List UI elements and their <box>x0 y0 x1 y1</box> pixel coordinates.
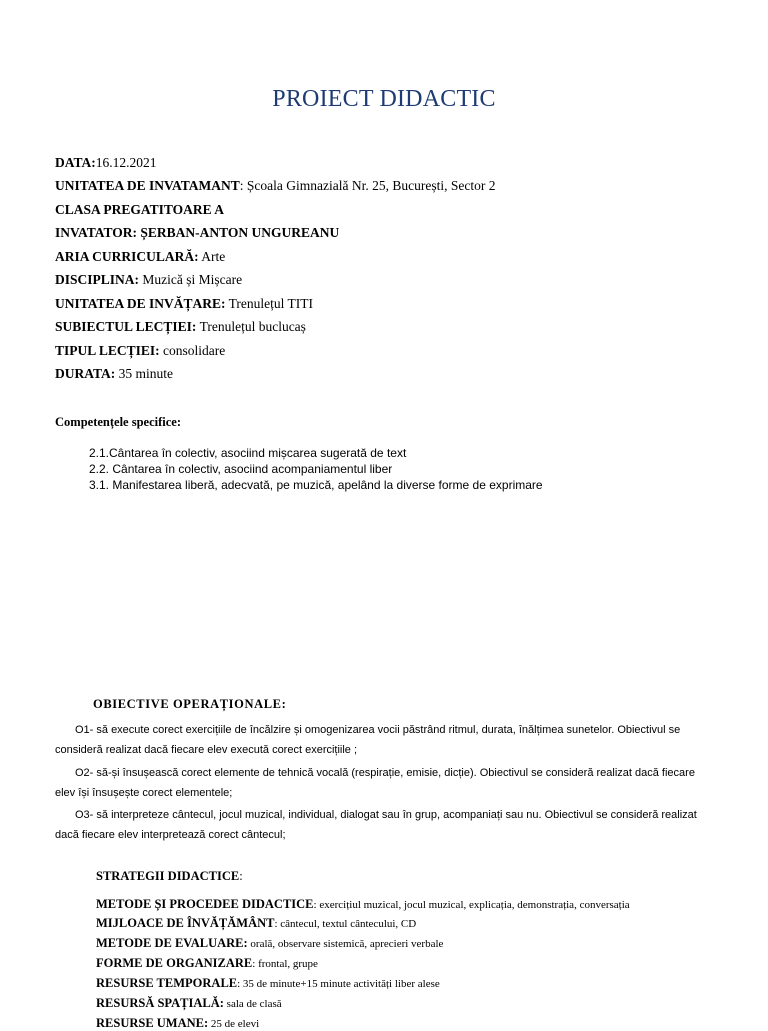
field-value: Trenulețul TITI <box>225 296 314 311</box>
field-value: 35 minute <box>115 366 173 381</box>
obiectiv-item: O2- să-și însușească corect elemente de tehnică vocală (respirație, emisie, dicție). Obiectivul se consideră realizat dacă fiecare elev își însușește corect elementele; <box>55 767 695 799</box>
field-label: DURATA: <box>55 366 116 381</box>
strategie-row <box>96 956 318 971</box>
competenta-item: 2.1.Cântarea în colectiv, asociind mișcarea sugerată de text <box>89 446 407 460</box>
field-subiect <box>55 319 306 335</box>
field-disciplina <box>55 272 242 288</box>
field-data <box>55 155 157 171</box>
field-value: consolidare <box>159 343 226 358</box>
competente-heading: Competențele specifice: <box>55 415 181 429</box>
field-label: SUBIECTUL LECȚIEI: <box>55 319 197 334</box>
obiectiv-item: O1- să execute corect exercițiile de încălzire și omogenizarea vocii păstrând ritmul, durata, înălțimea sunetelor. Obiectivul se consideră realizat dacă fiecare elev execută corect exercițiile ; <box>55 724 681 756</box>
strategie-label: RESURSE TEMPORALE <box>96 976 238 990</box>
strategie-label: METODE DE EVALUARE: <box>96 936 248 950</box>
strategie-value: : cântecul, textul cântecului, CD <box>274 918 417 930</box>
field-label: DATA: <box>55 155 96 170</box>
document-title: PROIECT DIDACTIC <box>272 86 496 112</box>
competenta-item: 2.2. Cântarea în colectiv, asociind acompaniamentul liber <box>89 462 393 476</box>
strategie-row <box>96 936 443 951</box>
strategii-heading <box>96 869 243 884</box>
field-unitatea-invatare <box>55 296 313 312</box>
field-unitatea <box>55 178 495 194</box>
field-tipul <box>55 343 225 359</box>
strategie-value: 25 de elevi <box>208 1018 260 1030</box>
strategie-label: FORME DE ORGANIZARE <box>96 956 253 970</box>
field-label: UNITATEA DE INVĂȚARE: <box>55 296 226 311</box>
field-durata <box>55 366 173 382</box>
field-value: Muzică și Mișcare <box>139 272 243 287</box>
strategie-value: : 35 de minute+15 minute activități liber alese <box>237 978 440 990</box>
strategie-row <box>96 996 282 1011</box>
field-value: 16.12.2021 <box>95 155 157 170</box>
field-label: DISCIPLINA: <box>55 272 140 287</box>
strategii-heading-suffix: : <box>239 869 243 883</box>
strategie-value: : frontal, grupe <box>252 958 318 970</box>
obiectiv-item: O3- să interpreteze cântecul, jocul muzical, individual, dialogat sau în grup, acompaniați sau nu. Obiectivul se consideră realizat dacă fiecare elev interpretează corect cântecul; <box>55 809 697 841</box>
strategii-heading-text: STRATEGII DIDACTICE <box>96 869 240 883</box>
field-aria <box>55 249 225 265</box>
field-label: ARIA CURRICULARĂ: <box>55 249 199 264</box>
obiective-heading: OBIECTIVE OPERAȚIONALE: <box>93 697 287 711</box>
strategie-row <box>96 976 440 991</box>
field-invatator <box>55 225 339 241</box>
field-value: : Școala Gimnazială Nr. 25, București, Sector 2 <box>239 178 496 193</box>
field-value: Trenulețul buclucaș <box>196 319 306 334</box>
strategie-label: RESURSĂ SPAȚIALĂ: <box>96 996 224 1010</box>
field-label: INVATATOR: ȘERBAN-ANTON UNGUREANU <box>55 225 340 240</box>
field-clasa <box>55 202 224 218</box>
field-label: CLASA PREGATITOARE A <box>55 202 225 217</box>
field-label: UNITATEA DE INVATAMANT <box>55 178 240 193</box>
strategie-row <box>96 897 630 912</box>
strategie-value: sala de clasă <box>223 998 282 1010</box>
strategie-label: MIJLOACE DE ÎNVĂȚĂMÂNT <box>96 916 275 930</box>
field-label: TIPUL LECȚIEI: <box>55 343 160 358</box>
strategie-value: orală, observare sistemică, aprecieri verbale <box>247 938 444 950</box>
competenta-item: 3.1. Manifestarea liberă, adecvată, pe muzică, apelând la diverse forme de exprimare <box>89 478 543 492</box>
strategie-row <box>96 916 416 931</box>
field-value: Arte <box>198 249 226 264</box>
strategie-label: METODE ȘI PROCEDEE DIDACTICE <box>96 897 314 911</box>
strategie-value: : exercițiul muzical, jocul muzical, explicația, demonstrația, conversația <box>313 899 630 911</box>
strategie-label: RESURSE UMANE: <box>96 1016 209 1030</box>
